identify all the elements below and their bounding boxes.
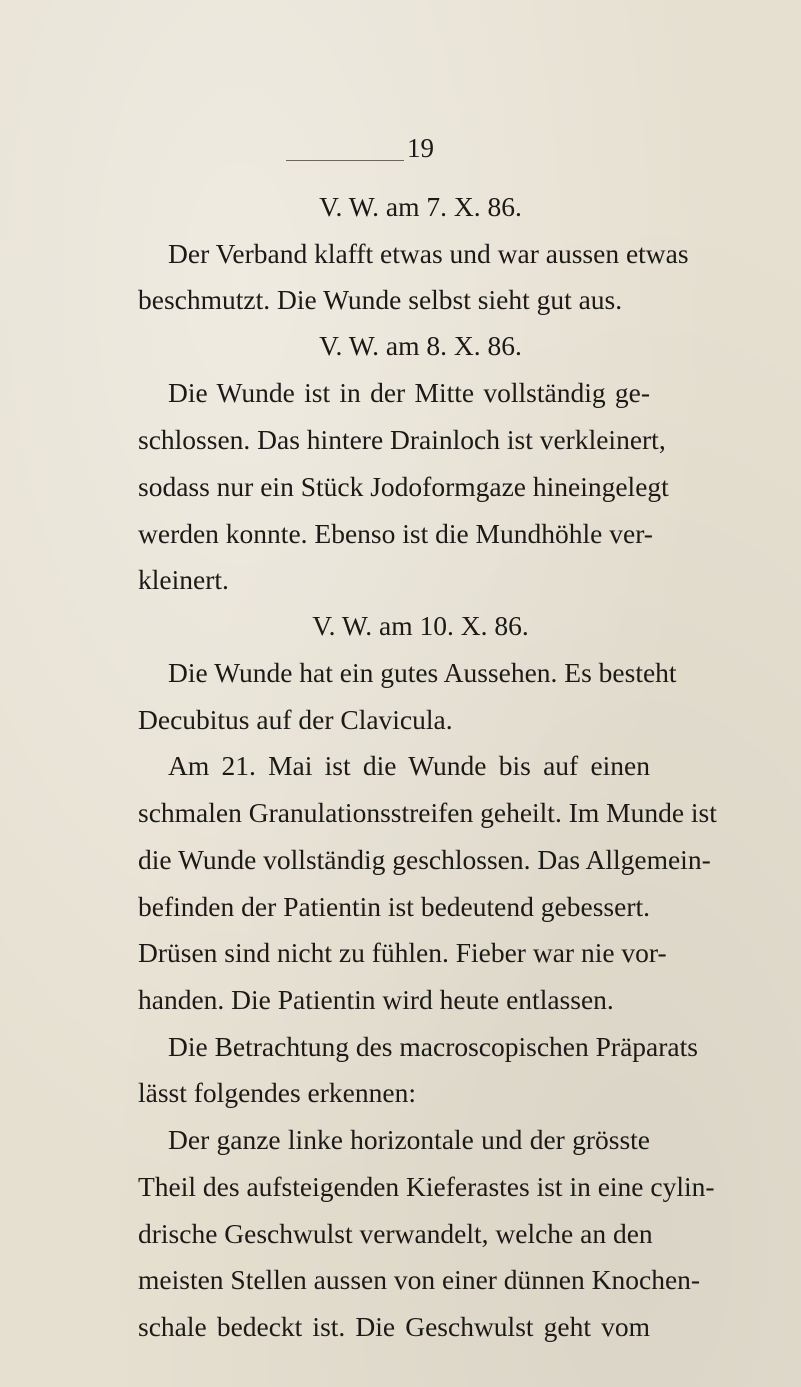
text-line: kleinert. <box>138 564 229 595</box>
date-heading: V. W. am 8. X. 86. <box>319 330 522 361</box>
text-line: Die Wunde ist in der Mitte vollständig ge- <box>168 377 650 408</box>
text-line: beschmutzt. Die Wunde selbst sieht gut aus. <box>138 284 623 315</box>
text-line: Die Wunde hat ein gutes Aussehen. Es besteht <box>168 657 677 688</box>
text-line: Der Verband klafft etwas und war aussen etwas <box>168 238 689 269</box>
text-line: drische Geschwulst verwandelt, welche an den <box>138 1218 653 1249</box>
text-line: schale bedeckt ist. Die Geschwulst geht vom <box>138 1311 650 1342</box>
text-line: befinden der Patientin ist bedeutend gebessert. <box>138 891 650 922</box>
text-line: lässt folgendes erkennen: <box>138 1077 416 1108</box>
page-number: 19 <box>407 133 434 163</box>
text-line: Decubitus auf der Clavicula. <box>138 704 453 735</box>
text-line: handen. Die Patientin wird heute entlassen. <box>138 984 614 1015</box>
text-line: schmalen Granulationsstreifen geheilt. Im Munde ist <box>138 797 717 828</box>
text-line: meisten Stellen aussen von einer dünnen Knochen- <box>138 1264 701 1295</box>
text-line: sodass nur ein Stück Jodoformgaze hineingelegt <box>138 471 669 502</box>
date-heading: V. W. am 7. X. 86. <box>319 191 522 222</box>
header-rule <box>286 160 404 161</box>
text-line: die Wunde vollständig geschlossen. Das Allgemein- <box>138 844 711 875</box>
date-heading: V. W. am 10. X. 86. <box>312 610 529 641</box>
text-line: werden konnte. Ebenso ist die Mundhöhle ver- <box>138 518 653 549</box>
text-line: Theil des aufsteigenden Kieferastes ist in eine cylin- <box>138 1171 715 1202</box>
text-line: schlossen. Das hintere Drainloch ist verkleinert, <box>138 424 666 455</box>
text-line: Drüsen sind nicht zu fühlen. Fieber war nie vor- <box>138 937 667 968</box>
text-line: Am 21. Mai ist die Wunde bis auf einen <box>168 750 650 781</box>
text-line: Die Betrachtung des macroscopischen Präparats <box>168 1031 698 1062</box>
text-line: Der ganze linke horizontale und der grösste <box>168 1124 650 1155</box>
